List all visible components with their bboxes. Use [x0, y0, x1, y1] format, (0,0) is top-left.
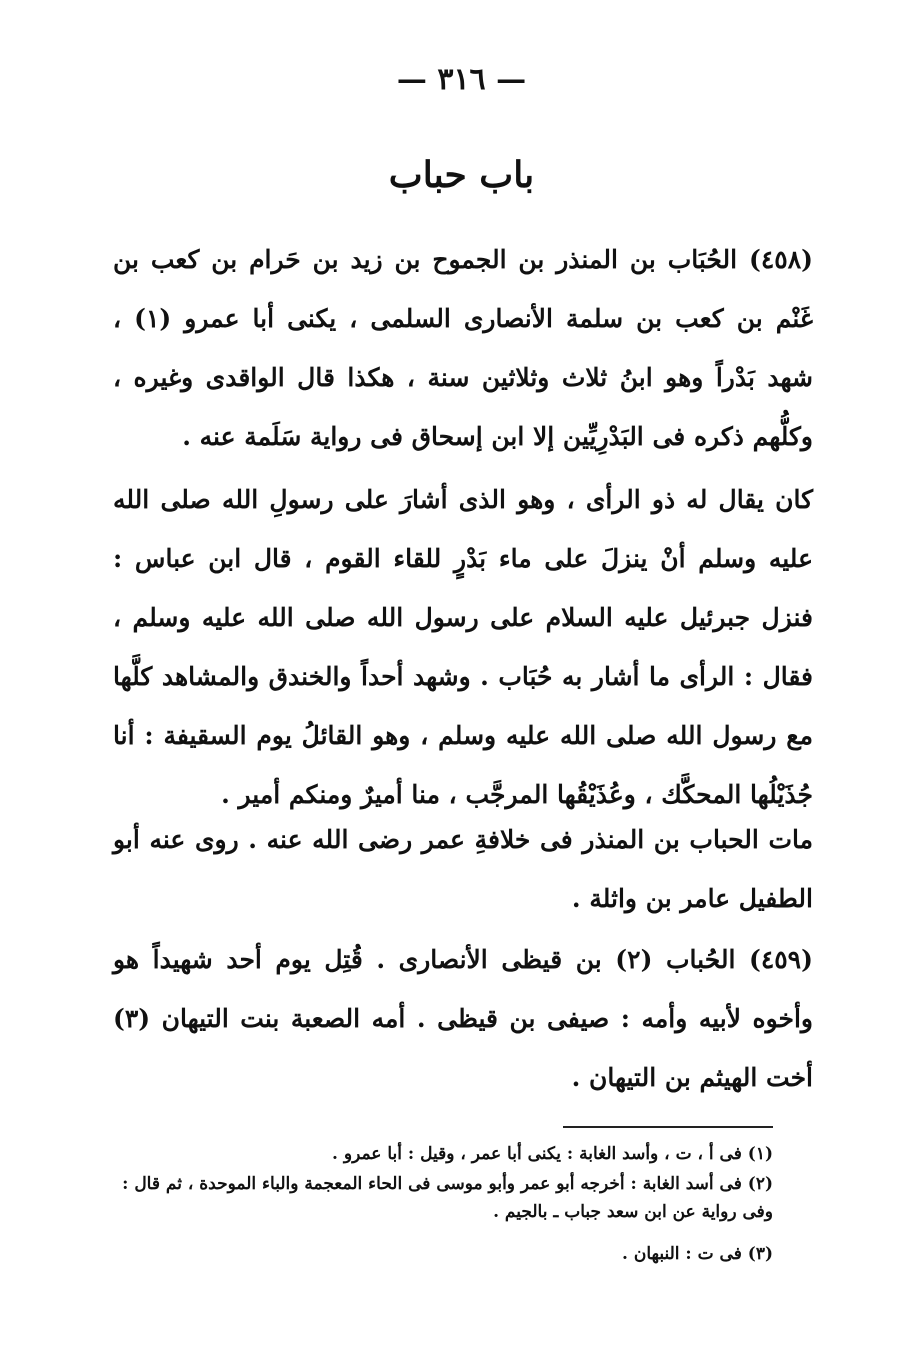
paragraph-death: [113, 810, 813, 928]
footnote-3: (٣) فى ت : النبهان .: [622, 1244, 773, 1264]
entry-459: [113, 930, 813, 1107]
entry-text: (٢) بن قيظى الأنصارى . قُتِل يوم أحد شهيداً هو وأخوه لأبيه وأمه : صيفى بن قيظى . أمه الصعبة بنت التيهان (٣) أخت الهيثم بن التيهان .: [113, 945, 813, 1092]
footnote-1: (١) فى أ ، ت ، وأسد الغابة : يكنى أبا عمر ، وقيل : أبا عمرو .: [332, 1144, 773, 1164]
entry-name: الحُبَاب: [667, 245, 738, 274]
paragraph-dhu-al-ray: [113, 470, 813, 824]
entry-name: الحُباب: [666, 945, 736, 974]
entry-number: (٤٥٨): [749, 245, 813, 274]
chapter-title: باب حباب: [388, 154, 535, 196]
paragraph-text: مات الحباب بن المنذر فى خلافةِ عمر رضى الله عنه . روى عنه أبو الطفيل عامر بن واثلة .: [113, 825, 813, 913]
entry-458: [113, 230, 813, 466]
page-number: — ٣١٦ —: [396, 62, 527, 97]
paragraph-text: كان يقال له ذو الرأى ، وهو الذى أشارَ على رسولِ الله صلى الله عليه وسلم أنْ ينزلَ على ماء بَدْرٍ للقاء القوم ، قال ابن عباس : فنزل جبرئيل عليه السلام على رسول الله صلى الله عليه وسلم ، فقال : الرأى ما أشار به حُبَاب . وشهد أحداً والخندق والمشاهد كلَّها مع رسول الله صلى الله عليه وسلم ، وهو القائلُ يوم السقيفة : أنا جُذَيْلُها المحكَّك ، وعُذَيْقُها المرجَّب ، منا أميرٌ ومنكم أمير .: [113, 485, 813, 809]
entry-number: (٤٥٩): [748, 945, 813, 974]
entry-text: بن المنذر بن الجموح بن زيد بن حَرام بن كعب بن غَنْم بن كعب بن سلمة الأنصارى السلمى ، يكنى أبا عمرو (١) ، شهد بَدْراً وهو ابنُ ثلاث وثلاثين سنة ، هكذا قال الواقدى وغيره ، وكلُّهم ذكره فى البَدْرِيِّين إلا ابن إسحاق فى رواية سَلَمة عنه .: [113, 245, 813, 451]
footnote-2: (٢) فى أسد الغابة : أخرجه أبو عمر وأبو موسى فى الحاء المعجمة والباء الموحدة ، ثم قال : وفى رواية عن ابن سعد جباب ـ بالجيم .: [122, 1174, 773, 1222]
footnote-separator: [563, 1126, 773, 1128]
